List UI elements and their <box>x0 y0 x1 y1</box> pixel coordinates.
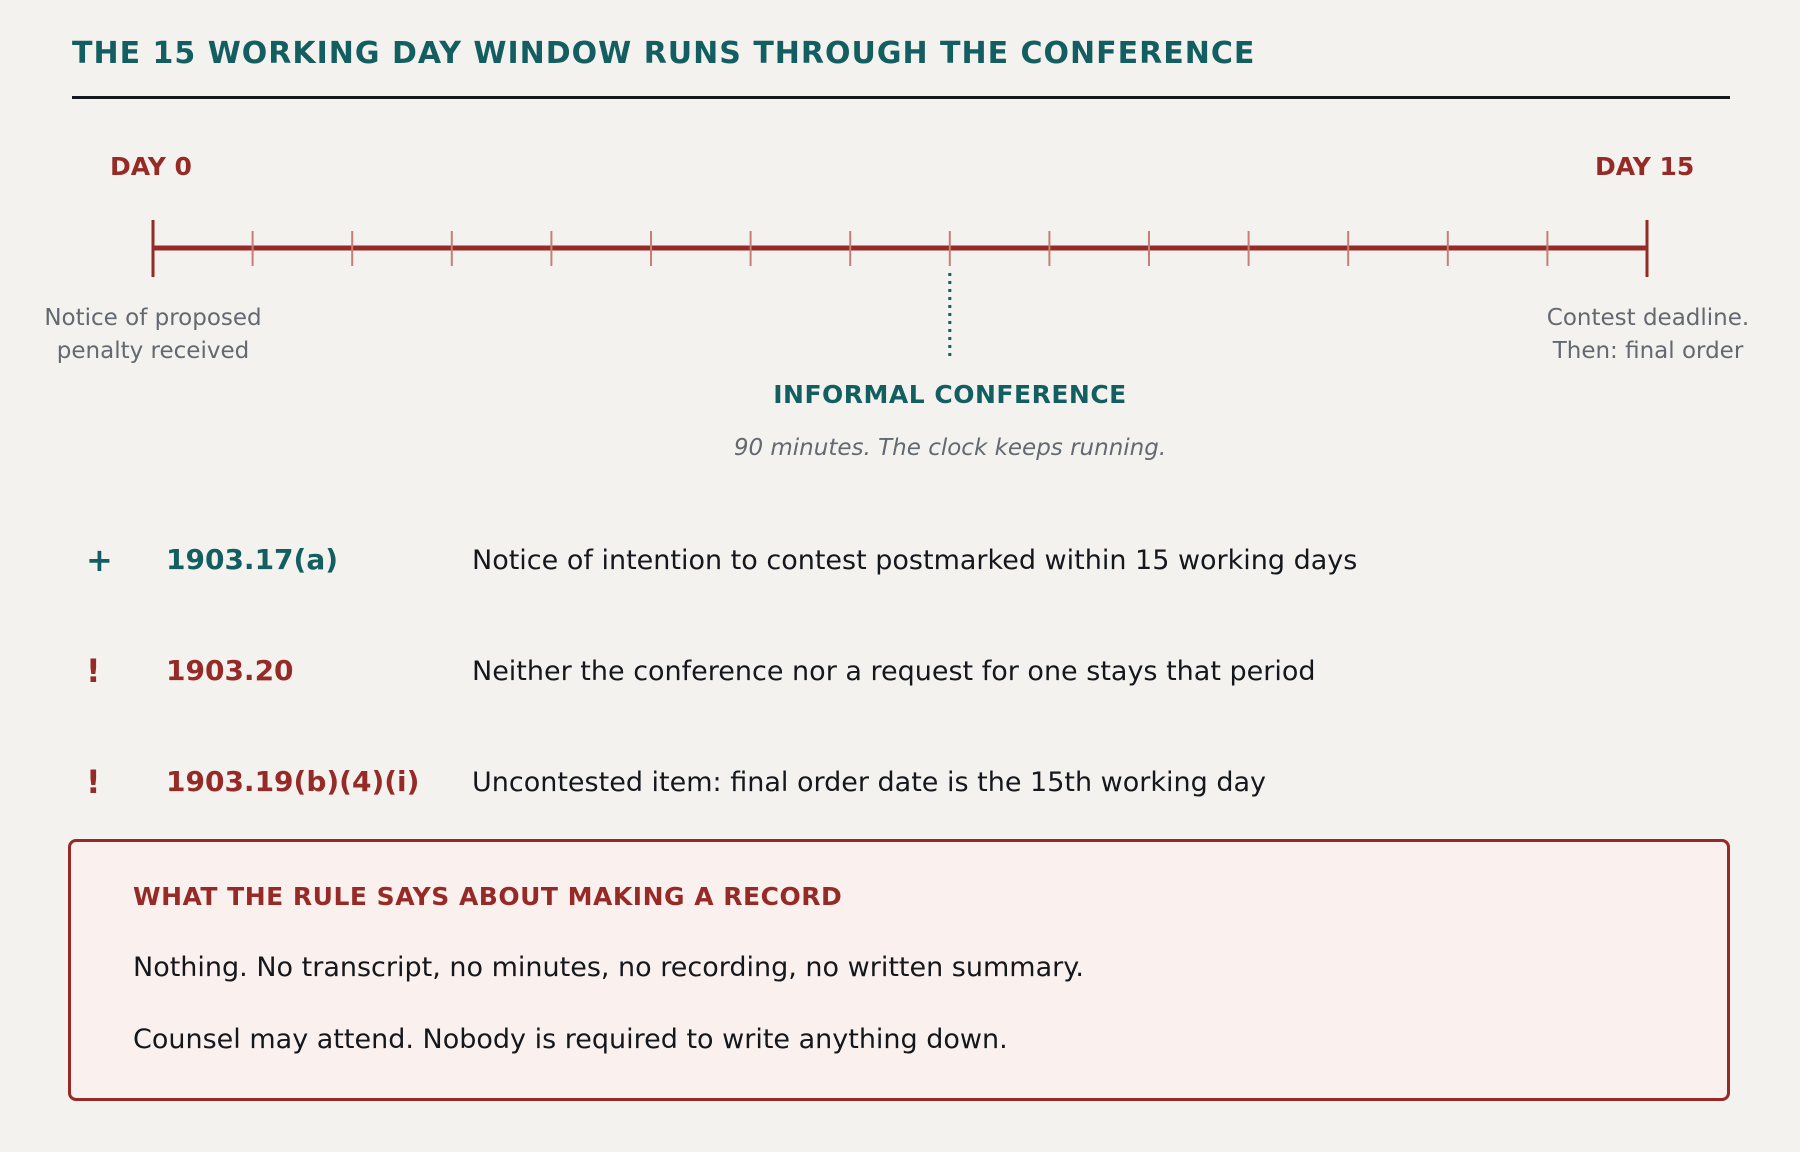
rule-row-final-order <box>0 763 1800 803</box>
conference-title: INFORMAL CONFERENCE <box>773 380 1127 409</box>
day-0-label: DAY 0 <box>110 152 192 181</box>
plus-icon: + <box>86 541 113 579</box>
callout-heading: WHAT THE RULE SAYS ABOUT MAKING A RECORD <box>133 882 843 911</box>
start-caption-line-1: Notice of proposed <box>44 305 262 331</box>
day-15-label: DAY 15 <box>1595 152 1695 181</box>
warning-icon: ! <box>86 652 101 690</box>
rule-row-no-stay <box>0 652 1800 692</box>
rule-citation: 1903.19(b)(4)(i) <box>166 765 420 798</box>
conference-subtitle: 90 minutes. The clock keeps running. <box>733 435 1167 461</box>
rule-description: Neither the conference nor a request for one stays that period <box>472 656 1316 687</box>
rule-citation: 1903.20 <box>166 654 294 687</box>
callout-line-2: Counsel may attend. Nobody is required to write anything down. <box>133 1024 1008 1055</box>
rule-description: Uncontested item: final order date is the 15th working day <box>472 767 1267 798</box>
end-caption <box>1518 302 1778 368</box>
record-callout <box>68 839 1730 1101</box>
end-caption-line-2: Then: final order <box>1552 338 1744 364</box>
page-title: THE 15 WORKING DAY WINDOW RUNS THROUGH THE CONFERENCE <box>72 36 1256 71</box>
rule-citation: 1903.17(a) <box>166 543 339 576</box>
start-caption <box>23 302 283 368</box>
rule-description: Notice of intention to contest postmarked within 15 working days <box>472 545 1358 576</box>
end-caption-line-1: Contest deadline. <box>1546 305 1750 331</box>
callout-line-1: Nothing. No transcript, no minutes, no recording, no written summary. <box>133 952 1084 983</box>
start-caption-line-2: penalty received <box>56 338 250 364</box>
warning-icon: ! <box>86 763 101 801</box>
rule-row-contest-notice <box>0 541 1800 581</box>
